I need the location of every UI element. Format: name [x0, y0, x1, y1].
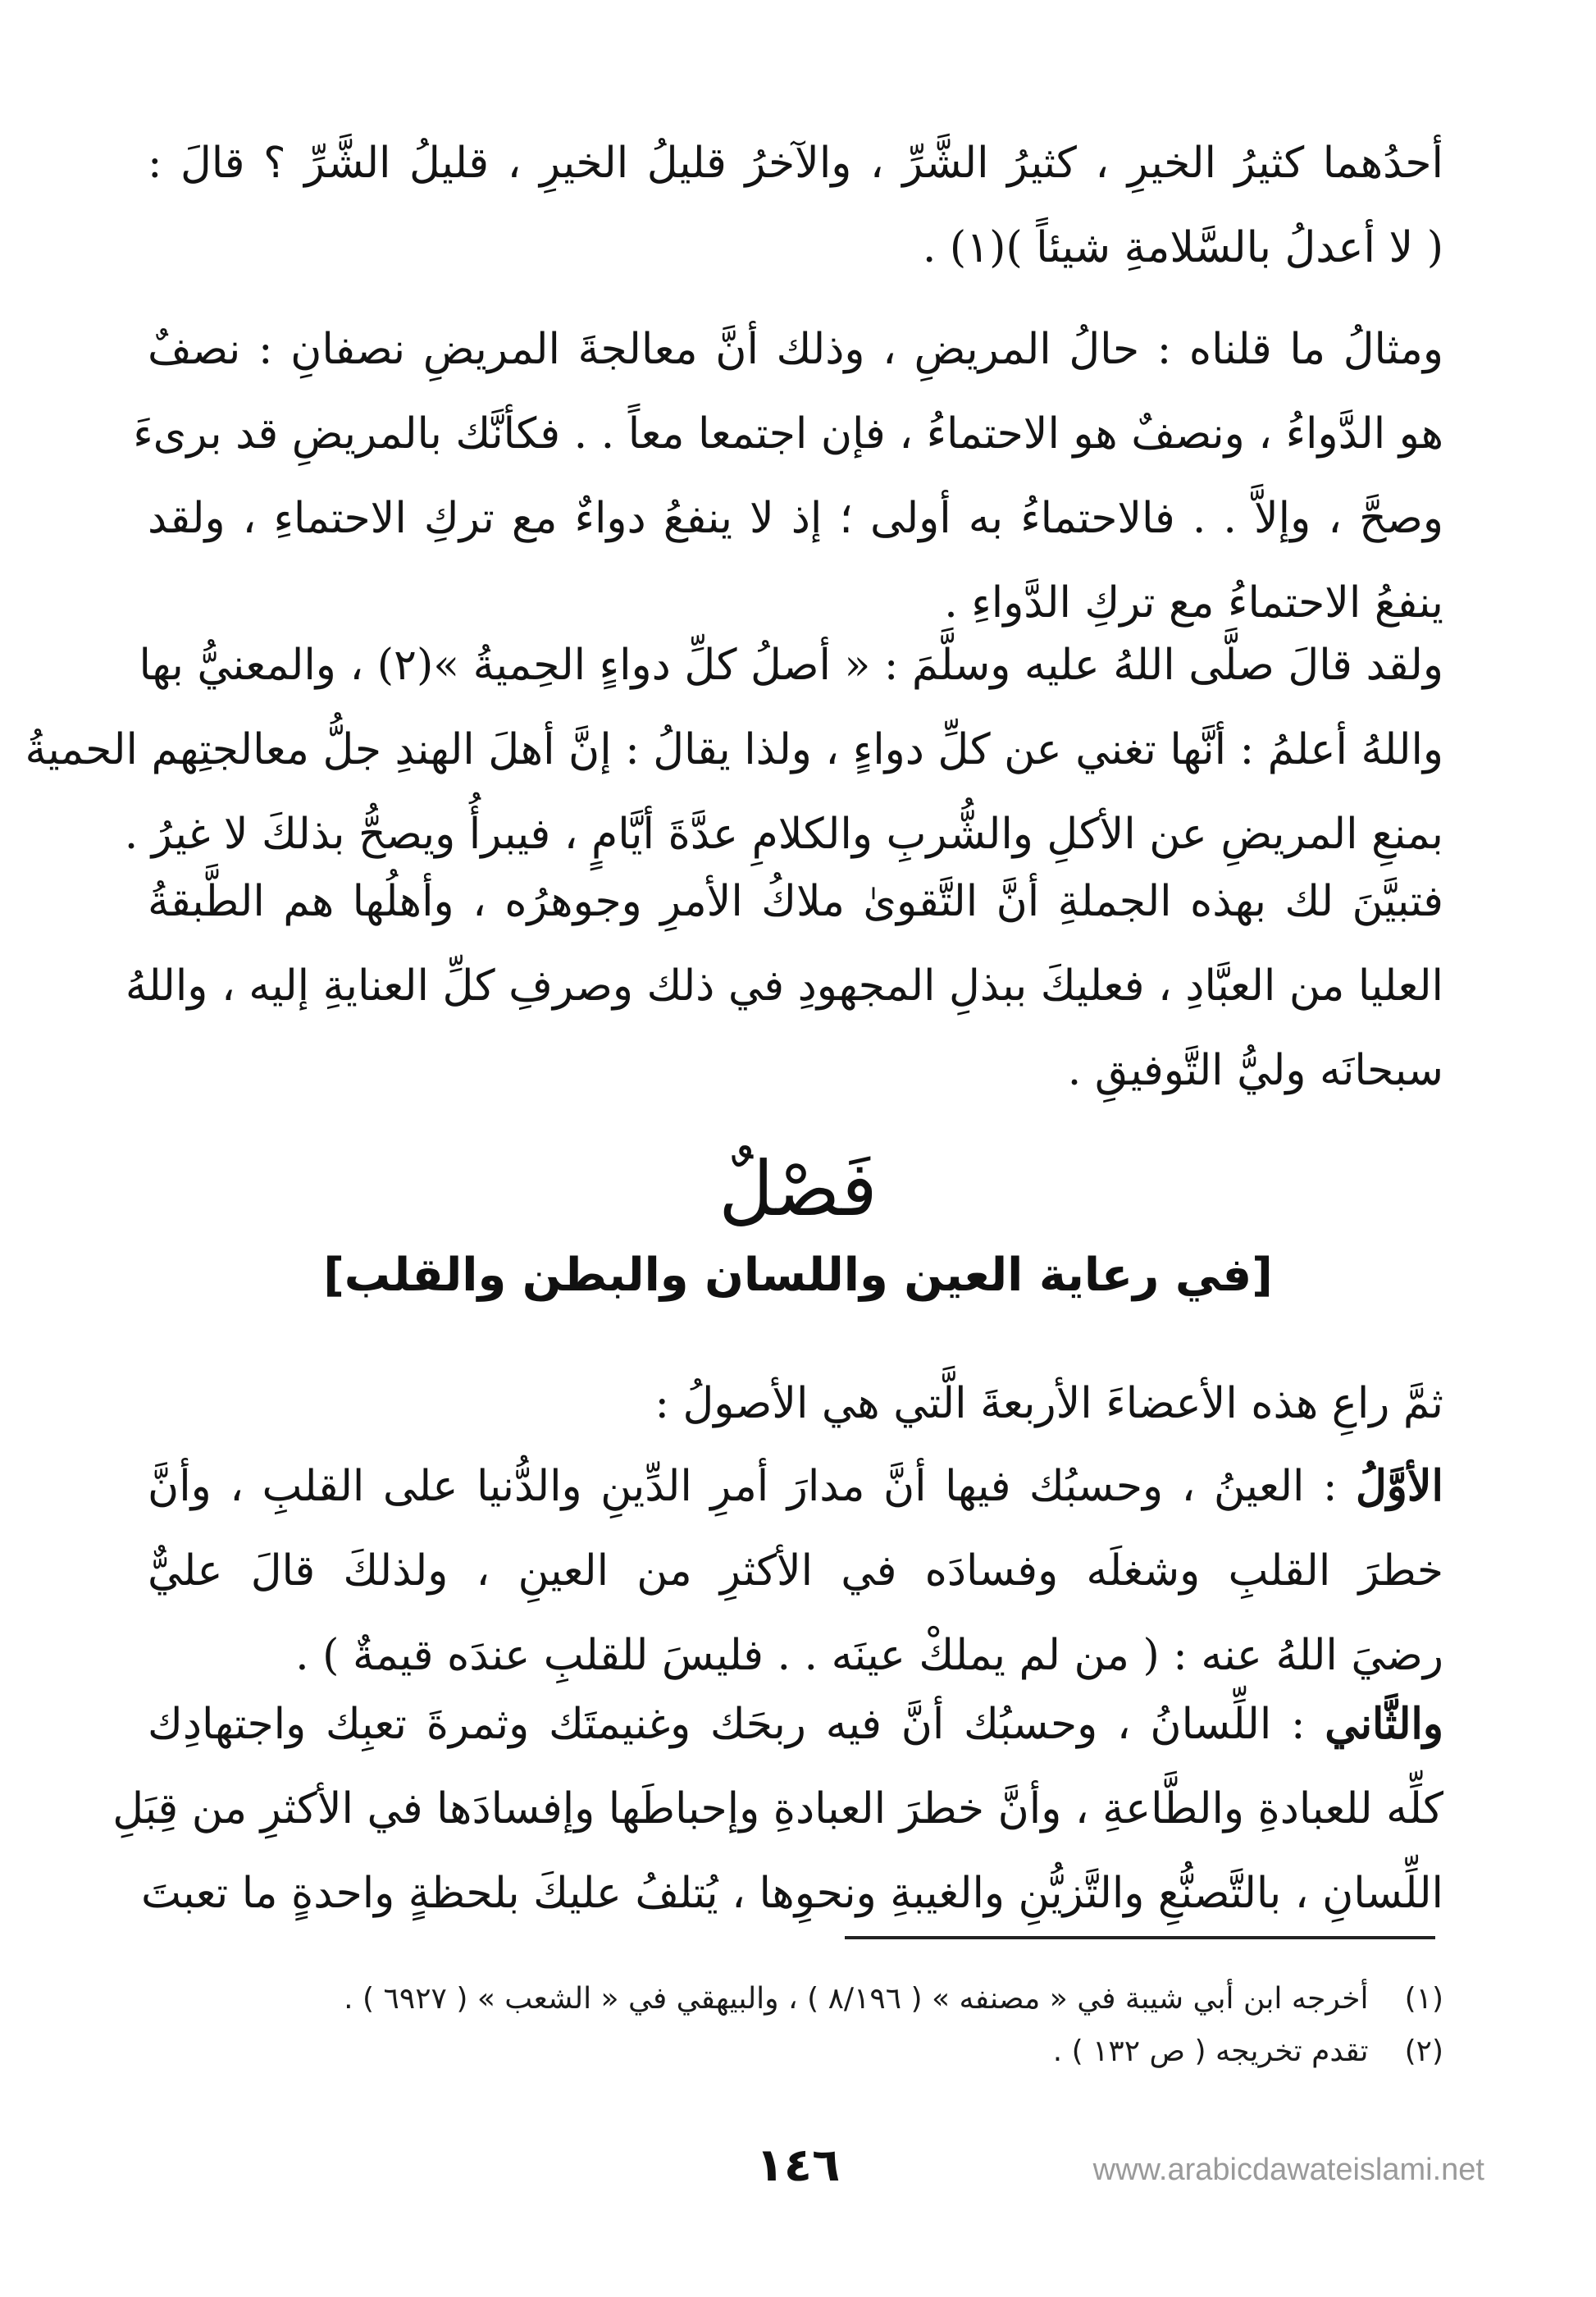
text-line: ( لا أعدلُ بالسَّلامةِ شيئاً )(١) . [922, 223, 1443, 272]
text-line: فتبيَّنَ لك بهذه الجملةِ أنَّ التَّقوىٰ ملاكُ الأمرِ وجوهرُه ، وأهلُها هم الطَّبقةُ [148, 877, 1443, 926]
text-line: العليا من العبَّادِ ، فعليكَ ببذلِ المجهودِ في ذلك وصرفِ كلِّ العنايةِ إليه ، واللهُ [125, 961, 1443, 1011]
footnote-2 [148, 2025, 1443, 2078]
text-line: بمنعِ المريضِ عن الأكلِ والشُّربِ والكلامِ عدَّةَ أيَّامٍ ، فيبرأُ ويصحُّ بذلكَ لا غيرُ . [124, 810, 1443, 859]
text-line [148, 1444, 1443, 1529]
text-line: ولقد قالَ صلَّى اللهُ عليه وسلَّمَ : « أصلُ كلِّ دواءٍ الحِميةُ »(٢) ، والمعنيُّ بها [139, 641, 1443, 690]
footnote-number: (٢) [1404, 2034, 1443, 2068]
footnote-separator [845, 1936, 1435, 1939]
footnote-text: أخرجه ابن أبي شيبة في « مصنفه » ( ٨/١٩٦ ) ، والبيهقي في « الشعب » ( ٦٩٢٧ ) . [344, 1982, 1369, 2016]
text-line: ثمَّ راعِ هذه الأعضاءَ الأربعةَ الَّتي هي الأصولُ : [654, 1379, 1443, 1428]
text-line: ومثالُ ما قلناه : حالُ المريضِ ، وذلك أنَّ معالجةَ المريضِ نصفانِ : نصفٌ [148, 325, 1443, 374]
section-intro [148, 1362, 1443, 1446]
section-item-first [148, 1444, 1443, 1698]
section-item-second [112, 1682, 1443, 1936]
footnotes [148, 1973, 1443, 2078]
section-ornament: فَصْلٌ [718, 1145, 878, 1233]
footnote-number: (١) [1404, 1982, 1443, 2016]
paragraph-2 [133, 308, 1443, 646]
text-line: واللهُ أعلمُ : أنَّها تغني عن كلِّ دواءٍ ، ولذا يقالُ : إنَّ أهلَ الهندِ جلُّ معالجتِهم الحميةُ [25, 725, 1443, 774]
text-line: وصحَّ ، وإلاَّ . . فالاحتماءُ به أولى ؛ إذ لا ينفعُ دواءٌ مع تركِ الاحتماءِ ، ولقد [148, 494, 1443, 543]
section-heading: [في رعاية العين واللسان والبطن والقلب] [323, 1249, 1273, 1302]
footnote-1 [148, 1973, 1443, 2025]
text-line: كلِّه للعبادةِ والطَّاعةِ ، وأنَّ خطرَ العبادةِ وإحباطَها وإفسادَها في الأكثرِ من قِبَلِ [112, 1784, 1443, 1833]
footnote-text: تقدم تخريجه ( ص ١٣٢ ) . [1052, 2034, 1369, 2068]
text-line: خطرَ القلبِ وشغلَه وفسادَه في الأكثرِ من العينِ ، ولذلكَ قالَ عليٌّ [148, 1546, 1443, 1596]
paragraph-1 [148, 121, 1443, 290]
text-line-rest: : اللِّسانُ ، وحسبُك أنَّ فيه ربحَك وغنيمتَك وثمرةَ تعبِك واجتهادِك [148, 1700, 1325, 1749]
paragraph-4 [125, 860, 1443, 1113]
website-watermark: www.arabicdawateislami.net [1092, 2153, 1484, 2187]
page-number: ١٤٦ [755, 2139, 841, 2192]
text-line [148, 1682, 1443, 1767]
item-lead: الأوَّلُ [1356, 1461, 1443, 1511]
text-line: هو الدَّواءُ ، ونصفٌ هو الاحتماءُ ، فإن اجتمعا معاً . . فكأنَّك بالمريضِ قد برىءَ [133, 409, 1443, 459]
item-lead: والثَّاني [1325, 1699, 1443, 1749]
text-line: اللِّسانِ ، بالتَّصنُّعِ والتَّزيُّنِ والغيبةِ ونحوِها ، يُتلفُ عليكَ بلحظةٍ واحدةٍ ما تعبتَ [140, 1869, 1443, 1918]
text-line-rest: : العينُ ، وحسبُك فيها أنَّ مدارَ أمرِ الدِّينِ والدُّنيا على القلبِ ، وأنَّ [148, 1462, 1356, 1511]
text-line: رضيَ اللهُ عنه : ( من لم يملكْ عينَه . . فليسَ للقلبِ عندَه قيمةٌ ) . [295, 1631, 1443, 1680]
text-line: أحدُهما كثيرُ الخيرِ ، كثيرُ الشَّرِّ ، والآخرُ قليلُ الخيرِ ، قليلُ الشَّرِّ ؟ قالَ : [148, 139, 1444, 188]
text-line: سبحانَه وليُّ التَّوفيقِ . [1067, 1046, 1443, 1095]
paragraph-3 [25, 623, 1443, 877]
text-line: ينفعُ الاحتماءُ مع تركِ الدَّواءِ . [944, 578, 1443, 628]
